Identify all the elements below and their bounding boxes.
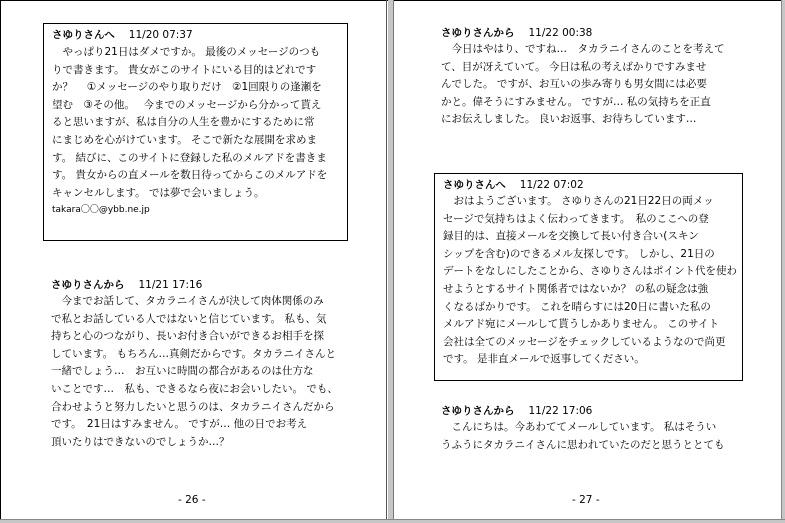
- body-line: こんにちは。今あわててメールしています。 私はそうい: [441, 421, 717, 433]
- message-header: [52, 28, 327, 42]
- page-number: - 26 -: [178, 494, 206, 506]
- message-body: [52, 44, 327, 218]
- body-line: 頂いたりはできないのでしょうか…？: [51, 435, 230, 448]
- body-line: んでした。 ですが、お互いの歩み寄りも男女間には必要: [441, 78, 707, 91]
- message-date: 11/21 17:16: [138, 279, 203, 291]
- message-date: 11/20 07:37: [128, 29, 193, 41]
- message-header: [443, 178, 737, 192]
- message-body: [441, 419, 725, 454]
- body-line: メルアド宛にメールして貰うしかありません。 このサイト: [443, 318, 720, 331]
- body-line: です。 是非直メールで返事してください。: [443, 353, 645, 366]
- message: [441, 404, 725, 454]
- body-line: て、目が冴えていて。 今日は私の考えばかりですみませ: [441, 60, 707, 73]
- body-line: にお伝えしました。 良いお返事、お待ちしています…: [441, 113, 697, 126]
- sender-name: さゆりさんから: [441, 405, 515, 417]
- body-line: です。 21日はすみません。 ですが… 他の日でお考え: [51, 418, 308, 431]
- right-page-edge: [781, 0, 785, 523]
- page-spine-shadow-right: [393, 0, 394, 523]
- body-line: シップを含む)のできるメル友探しです。 しかし、21日の: [443, 247, 715, 260]
- bottom-page-edge: [0, 519, 785, 523]
- body-line: 今日はやはり、ですね… タカラニイさんのことを考えて: [441, 43, 725, 55]
- body-line: うふうにタカラニイさんに思われていたのだと思うととても: [441, 438, 725, 451]
- message-body: [51, 293, 338, 451]
- body-line: 今までお話して、タカラニイさんが決して肉体関係のみ: [51, 295, 324, 307]
- body-line: 録目的は、直接メールを交換して長い付き合い(スキン: [443, 230, 699, 243]
- body-line: 合わせようと努力したいと思うのは、タカラニイさんだから: [51, 400, 335, 413]
- body-line: す。 結びに、このサイトに登録した私のメルアドを書きま: [52, 151, 327, 164]
- body-line: かと。偉そうにすみません。 ですが… 私の気持ちを正直: [441, 95, 711, 108]
- body-line: で私とお話している人ではないと信じています。 私も、気: [51, 312, 327, 325]
- body-line: にまじめを心がけています。 そこで新たな展開を求めま: [52, 133, 317, 146]
- body-line: くなるばかりです。 これを晴らすには20日に書いた私の: [443, 300, 711, 313]
- email-address: takara〇〇@ybb.ne.jp: [52, 205, 150, 216]
- body-line: しています。 もちろん…真剣だからです。タカラニイさんと: [51, 347, 337, 360]
- message-date: 11/22 00:38: [528, 27, 593, 39]
- body-line: やっぱり21日はダメですか。 最後のメッセージのつも: [52, 46, 321, 58]
- message-date: 11/22 17:06: [528, 405, 593, 417]
- message-body: [443, 193, 737, 369]
- body-line: キャンセルします。 では夢で会いましょう。: [52, 186, 265, 199]
- sender-name: さゆりさんへ: [52, 29, 115, 41]
- body-line: りで書きます。 貴女がこのサイトにいる目的はどれです: [52, 63, 317, 76]
- body-line: す。 貴女からの直メールを数日待ってからこのメルアドを: [52, 169, 328, 182]
- message-box: [434, 173, 743, 381]
- sender-name: さゆりさんへ: [443, 179, 506, 191]
- message-header: [51, 278, 338, 292]
- body-line: セージで気持ちはよく伝わってきます。 私のここへの登: [443, 212, 709, 225]
- sender-name: さゆりさんから: [441, 27, 515, 39]
- message-date: 11/22 07:02: [519, 179, 584, 191]
- body-line: 望む ③その他。 今までのメッセージから分かって貰え: [52, 98, 322, 111]
- message-header: [441, 26, 725, 40]
- body-line: ると思いますが、私は自分の人生を豊かにするために常: [52, 116, 315, 129]
- message-header: [441, 404, 725, 418]
- body-line: せようとするサイト関係者ではないか？ の私の疑念は強: [443, 282, 709, 295]
- body-line: デートをなしにしたことから、さゆりさんはポイント代を使わ: [443, 265, 737, 278]
- body-line: 一緒でしょう… お互いに時間の都合があるのは仕方な: [51, 365, 314, 378]
- sender-name: さゆりさんから: [51, 279, 125, 291]
- body-line: か？ ①メッセージのやり取りだけ ②1回限りの逢瀬を: [52, 81, 322, 94]
- body-line: 会社は全てのメッセージをチェックしているようなので尚更: [443, 335, 726, 348]
- page-number: - 27 -: [572, 494, 600, 506]
- message-box: [43, 23, 348, 241]
- message: [441, 26, 725, 129]
- body-line: 持ちと心のつながり、長いお付き合いができるお相手を探: [51, 330, 324, 343]
- body-line: おはようございます。 さゆりさんの21日22日の両メッ: [443, 195, 714, 207]
- body-line: いことです… 私も、できるなら夜にお会いしたい。 でも、: [51, 382, 338, 395]
- message-body: [441, 41, 725, 129]
- page-spine-shadow: [386, 0, 387, 523]
- message: [51, 278, 338, 451]
